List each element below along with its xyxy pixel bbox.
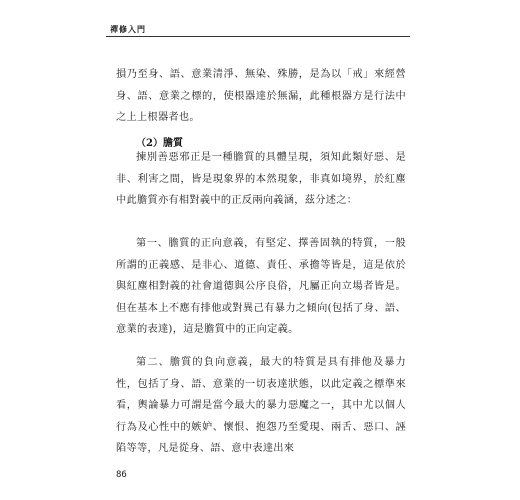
first-point-paragraph: 第一、膽質的正向意義，有堅定、擇善固執的特質，一般所謂的正義感、是非心、道德、責任、承擔等皆是，這是依於與紅塵相對義的社會道德與公序良俗，凡屬正向立場者皆是。但在基本上不應有排他或對異己有暴力之傾向(包括了身、語、意業的表達)，這是膽質中的正向定義。: [116, 238, 406, 335]
second-point-block: [116, 352, 406, 460]
intro-paragraph: 損乃至身、語、意業清淨、無染、殊勝，是為以「戒」來經營身、語、意業之標的，使根器達於無漏，此種根器方是行法中之上上根器者也。: [116, 69, 406, 123]
section-paragraph: 揀別善惡邪正是一種膽質的具體呈現，須知此類好惡、是非、利害之間，皆是現象界的本然現象，非真如境界，於紅塵中此膽質亦有相對義中的正反兩向義涵，茲分述之：: [116, 152, 406, 206]
section-paragraph-block: [116, 147, 406, 212]
section-heading: （2）膽質: [136, 138, 183, 149]
page-number: 86: [116, 470, 127, 480]
running-header-title: 禪修入門: [110, 24, 146, 34]
intro-paragraph-block: [116, 64, 406, 129]
first-point-block: [116, 233, 406, 341]
second-point-paragraph: 第二、膽質的負向意義，最大的特質是具有排他及暴力性，包括了身、語、意業的一切表達狀態，以此定義之標準來看，輿論暴力可謂是當今最大的暴力惡魔之一，其中尤以個人行為及心性中的嫉妒、懷恨、抱怨乃至愛現、兩舌、惡口、誣陷等等，凡是從身、語、意中表達出來: [116, 357, 406, 454]
header-rule: [106, 36, 410, 37]
